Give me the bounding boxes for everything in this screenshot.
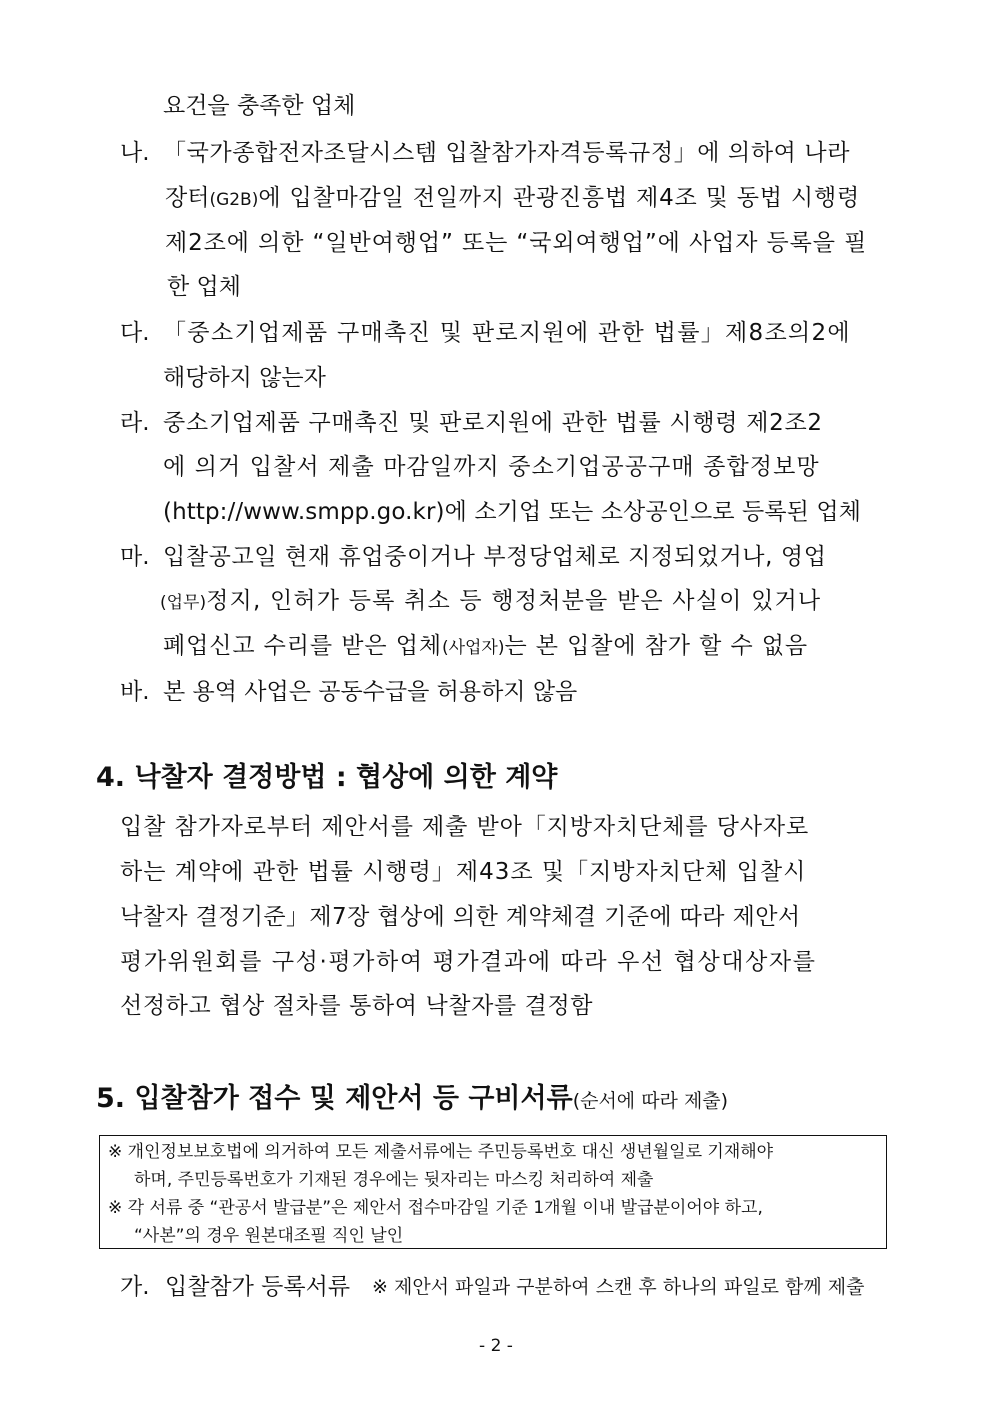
page-number (0, 1336, 992, 1356)
item-na-line1 (163, 138, 897, 168)
item-text-small: (업무) (160, 593, 207, 613)
item-text: 본 용역 사업은 공동수급을 허용하지 않음 (163, 679, 578, 705)
item-ma-line3 (163, 631, 808, 663)
section4-heading-text: 4. 낙찰자 결정방법 : 협상에 의한 계약 (96, 762, 558, 793)
item-text: 장터 (165, 185, 210, 211)
item-ga-label (120, 1272, 150, 1302)
section4-line-5 (120, 991, 593, 1021)
notice-box (99, 1135, 887, 1249)
section4-heading (96, 760, 557, 796)
item-ga-title (165, 1272, 350, 1302)
item-ra-line2 (163, 452, 820, 482)
item-text: 제2조에 의한 “일반여행업” 또는 “국외여행업”에 사업자 등록을 필 (165, 230, 868, 256)
item-label: 바. (120, 679, 150, 705)
item-text: 「중소기업제품 구매촉진 및 판로지원에 관한 법률」제8조의2에 (163, 320, 851, 346)
item-ba-label (120, 677, 150, 707)
item-na-label (120, 138, 150, 168)
section4-line-3 (120, 902, 800, 932)
item-ra-label (120, 408, 150, 438)
item-label: 가. (120, 1274, 150, 1300)
item-label: 다. (120, 320, 150, 346)
section4-text: 하는 계약에 관한 법률 시행령」제43조 및「지방자치단체 입찰시 (120, 859, 807, 885)
section5-heading-sub: (순서에 따라 제출) (572, 1090, 729, 1112)
item-text: 폐업신고 수리를 받은 업체 (163, 633, 442, 659)
item-da-label (120, 318, 150, 348)
item-text: 정지, 인허가 등록 취소 등 행정처분을 받은 사실이 있거나 (206, 588, 822, 614)
item-ba-line1 (163, 677, 577, 707)
item-label: 나. (120, 140, 150, 166)
section4-line-1 (120, 812, 809, 842)
item-text-small: (G2B) (209, 190, 259, 210)
item-ra-line1 (163, 408, 823, 438)
section4-text: 입찰 참가자로부터 제안서를 제출 받아「지방자치단체를 당사자로 (120, 814, 810, 840)
notice-line: ※ 개인정보보호법에 의거하여 모든 제출서류에는 주민등록번호 대신 생년월일로 기재해야 (108, 1142, 774, 1162)
item-text: 에 의거 입찰서 제출 마감일까지 중소기업공공구매 종합정보망 (163, 454, 820, 480)
item-ga-note (372, 1272, 864, 1302)
item-text: 한 업체 (167, 274, 241, 300)
item-text: 는 본 입찰에 참가 할 수 없음 (504, 633, 809, 659)
item-ra-line3 (163, 497, 861, 527)
item-ma-line1 (163, 542, 827, 572)
notice-line: ※ 각 서류 중 “관공서 발급분”은 제안서 접수마감일 기준 1개월 이내 발급분이어야 하고, (108, 1198, 763, 1218)
item-label: 마. (120, 544, 150, 570)
item-da-line2 (163, 363, 326, 393)
item-text-small: (사업자) (441, 638, 505, 658)
item-ga-note-text: ※ 제안서 파일과 구분하여 스캔 후 하나의 파일로 함께 제출 (372, 1276, 865, 1298)
item-label: 라. (120, 410, 150, 436)
item-da-line1 (163, 318, 851, 348)
section4-line-4 (120, 947, 817, 977)
item-text: 중소기업제품 구매촉진 및 판로지원에 관한 법률 시행령 제2조2 (163, 410, 823, 436)
item-na-line3 (165, 228, 867, 258)
page-number-text: - 2 - (479, 1336, 513, 1356)
item-na-line4 (167, 272, 241, 302)
item-ma-label (120, 542, 150, 572)
item-na-line2 (165, 183, 860, 215)
item-text: 에 입찰마감일 전일까지 관광진흥법 제4조 및 동법 시행령 (258, 185, 860, 211)
section4-text: 낙찰자 결정기준」제7장 협상에 의한 계약체결 기준에 따라 제안서 (120, 904, 801, 930)
item-text: 「국가종합전자조달시스템 입찰참가자격등록규정」에 의하여 나라 (163, 140, 851, 166)
section5-heading-text: 5. 입찰참가 접수 및 제안서 등 구비서류 (96, 1083, 573, 1114)
section4-text: 평가위원회를 구성·평가하여 평가결과에 따라 우선 협상대상자를 (120, 949, 817, 975)
continuation-line (163, 91, 355, 121)
item-text: 해당하지 않는자 (163, 365, 326, 391)
item-text: (http://www.smpp.go.kr)에 소기업 또는 소상공인으로 등록된 업체 (163, 499, 862, 525)
section4-line-2 (120, 857, 806, 887)
item-text: 입찰공고일 현재 휴업중이거나 부정당업체로 지정되었거나, 영업 (163, 544, 827, 570)
notice-line: “사본”의 경우 원본대조필 직인 날인 (134, 1226, 404, 1246)
section5-heading (96, 1081, 728, 1119)
item-ma-line2 (160, 586, 821, 618)
section4-text: 선정하고 협상 절차를 통하여 낙찰자를 결정함 (120, 993, 594, 1019)
continuation-text: 요건을 충족한 업체 (163, 93, 356, 119)
item-ga-title-text: 입찰참가 등록서류 (165, 1274, 351, 1300)
notice-line: 하며, 주민등록번호가 기재된 경우에는 뒷자리는 마스킹 처리하여 제출 (134, 1170, 654, 1190)
